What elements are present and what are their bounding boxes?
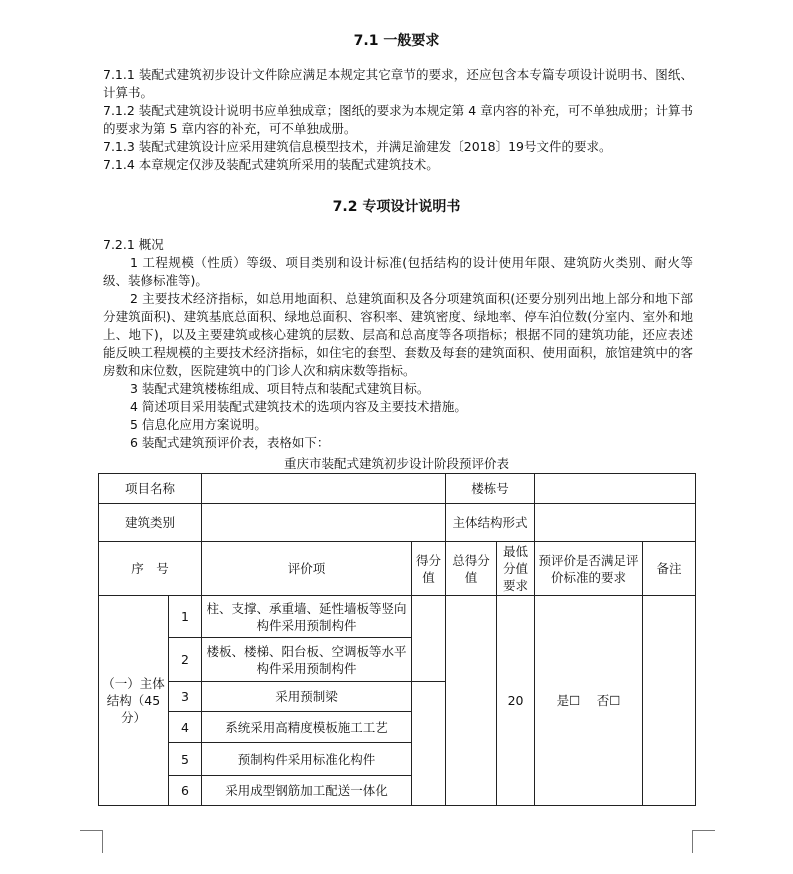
row-number: 3	[169, 682, 202, 712]
pre-evaluation-table	[98, 473, 696, 806]
row-item: 柱、支撑、承重墙、延性墙板等竖向构件采用预制构件	[202, 596, 412, 638]
header-score: 得分值	[412, 542, 446, 596]
clause-7-1-1: 7.1.1 装配式建筑初步设计文件除应满足本规定其它章节的要求，还应包含本专篇专项设计说明书、图纸、计算书。	[103, 67, 693, 100]
header-item: 评价项	[202, 542, 412, 596]
row-item: 预制构件采用标准化构件	[202, 743, 412, 776]
item-3: 3 装配式建筑楼栋组成、项目特点和装配式建筑目标。	[130, 381, 430, 396]
header-min: 最低分值要求	[497, 542, 535, 596]
building-type-value[interactable]	[202, 504, 446, 542]
header-seq: 序 号	[99, 542, 202, 596]
row-item: 采用预制梁	[202, 682, 412, 712]
structure-form-value[interactable]	[535, 504, 696, 542]
group-label: （一）主体结构（45分）	[99, 596, 169, 806]
building-no-value[interactable]	[535, 474, 696, 504]
row-number: 6	[169, 776, 202, 806]
item-5: 5 信息化应用方案说明。	[130, 417, 267, 432]
item-6: 6 装配式建筑预评价表，表格如下：	[130, 435, 330, 450]
item-4: 4 简述项目采用装配式建筑技术的选项内容及主要技术措施。	[130, 399, 467, 414]
clause-7-1-4: 7.1.4 本章规定仅涉及装配式建筑所采用的装配式建筑技术。	[103, 157, 439, 172]
row-number: 5	[169, 743, 202, 776]
row-number: 4	[169, 712, 202, 743]
score-cell[interactable]	[412, 682, 446, 806]
building-no-label: 楼栋号	[446, 474, 535, 504]
item-2: 2 主要技术经济指标，如总用地面积、总建筑面积及各分项建筑面积(还要分别列出地上部分和地下部分建筑面积)、建筑基底总面积、绿地总面积、容积率、建筑密度、绿地率、停车泊位数(分室内、室外和地上、地下)，以及主要建筑或核心建筑的层数、层高和总高度等各项指标；根据不同的建筑功能，还应表述能反映工程规模的主要技术经济指标，如住宅的套型、套数及每套的建筑面积、使用面积，旅馆建筑中的客房数和床位数，医院建筑中的门诊人次和病床数等指标。	[103, 291, 693, 378]
clause-7-1-3: 7.1.3 装配式建筑设计应采用建筑信息模型技术，并满足渝建发〔2018〕19号文件的要求。	[103, 139, 612, 154]
row-number: 2	[169, 638, 202, 682]
row-number: 1	[169, 596, 202, 638]
score-cell[interactable]	[412, 596, 446, 682]
min-value-cell: 20	[497, 596, 535, 806]
header-meet: 预评价是否满足评价标准的要求	[535, 542, 643, 596]
clause-7-2-1: 7.2.1 概况	[103, 237, 164, 252]
header-note: 备注	[643, 542, 696, 596]
clause-7-1-2: 7.1.2 装配式建筑设计说明书应单独成章；图纸的要求为本规定第 4 章内容的补充，可不单独成册；计算书的要求为第 5 章内容的补充，可不单独成册。	[103, 103, 693, 136]
item-1: 1 工程规模（性质）等级、项目类别和设计标准(包括结构的设计使用年限、建筑防火类别、耐火等级、装修标准等)。	[103, 255, 693, 288]
header-total: 总得分值	[446, 542, 497, 596]
section-7-1-title: 7.1 一般要求	[353, 33, 440, 49]
project-name-label: 项目名称	[99, 474, 202, 504]
row-item: 采用成型钢筋加工配送一体化	[202, 776, 412, 806]
total-score-cell[interactable]	[446, 596, 497, 806]
project-name-value[interactable]	[202, 474, 446, 504]
section-7-2-title: 7.2 专项设计说明书	[332, 199, 461, 215]
page-corner-mark-left	[80, 830, 103, 853]
table-caption: 重庆市装配式建筑初步设计阶段预评价表	[283, 456, 509, 471]
row-item: 系统采用高精度模板施工工艺	[202, 712, 412, 743]
structure-form-label: 主体结构形式	[446, 504, 535, 542]
row-item: 楼板、楼梯、阳台板、空调板等水平构件采用预制构件	[202, 638, 412, 682]
page-corner-mark-right	[692, 830, 715, 853]
building-type-label: 建筑类别	[99, 504, 202, 542]
yes-no-cell[interactable]: 是☐ 否☐	[535, 596, 643, 806]
note-cell[interactable]	[643, 596, 696, 806]
